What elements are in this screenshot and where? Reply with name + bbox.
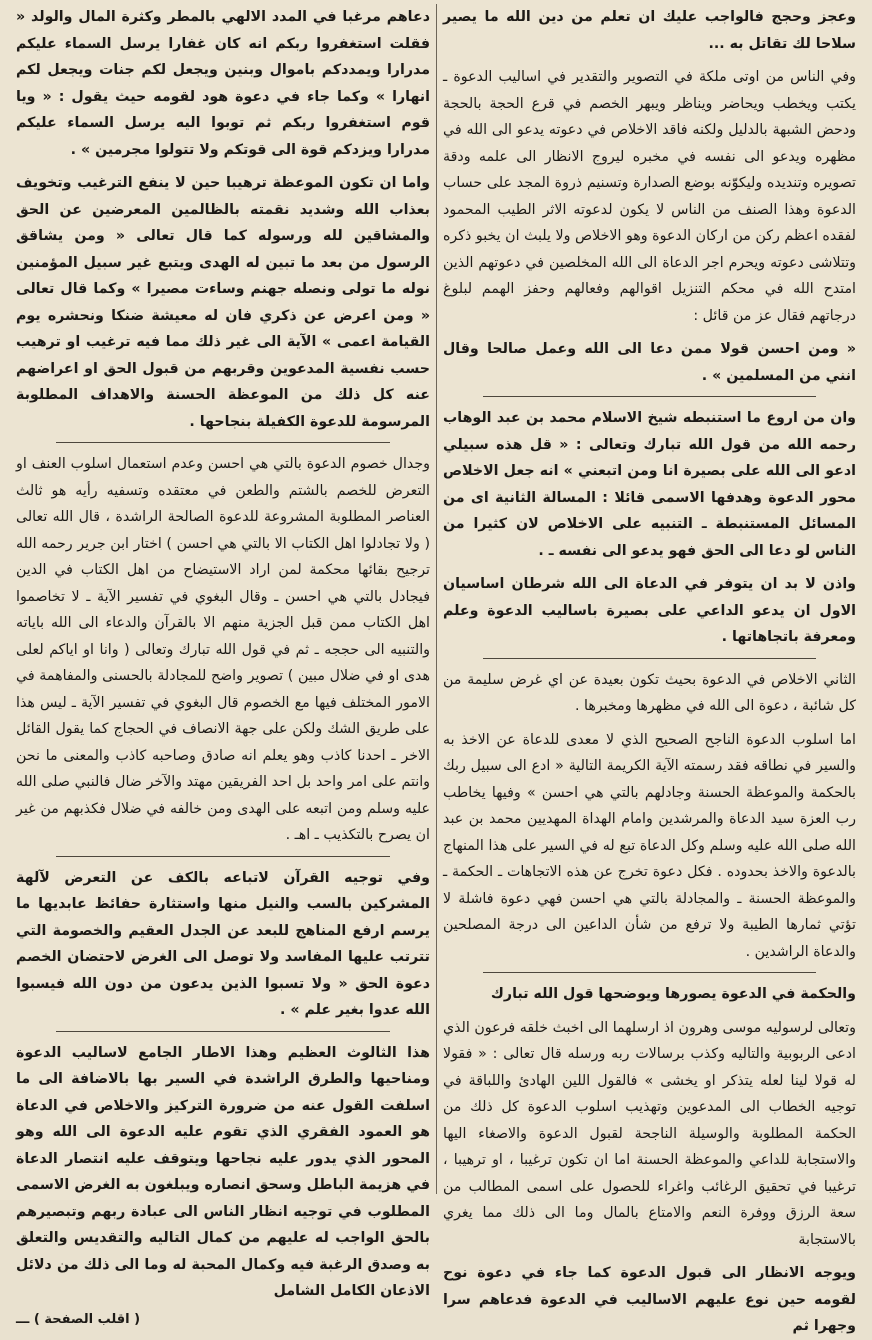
paragraph: واذن لا بد ان يتوفر في الدعاة الى الله شرطان اساسيان الاول ان يدعو الداعي على بصيرة باساليب الدعوة وعلم ومعرفة باتجاهاتها . [443, 576, 856, 645]
paragraph: وفي توجيه القرآن لاتباعه بالكف عن التعرض لآلهة المشركين بالسب والنيل منها واستثارة حفائظ عابديها ما يرسم ارفع المناهج للبعد عن الجدل العقيم والخصومة التي تترتب عليها المفاسد ولا توصل الى الغرض لاحتضان الخصم دعوة الحق « ولا تسبوا الذين يدعون من دون الله فيسبوا الله عدوا بغير علم » . [16, 869, 430, 1018]
paragraph: واما ان تكون الموعظة ترهيبا حين لا ينفع الترغيب وتخويف بعذاب الله وشديد نقمته بالظالمين المعرضين عن الحق والمشاقين لله ورسوله كما قال تعالى « ومن يشاقق الرسول من بعد ما تبين له الهدى ويتبع غير سبيل المؤمنين نوله ما تولى ونصله جهنم وساءت مصيرا » وكما قال تعالى « ومن اعرض عن ذكري فان له معيشة ضنكا ونحشره يوم القيامة اعمى » الآية الى غير ذلك مما فيه ترغيب او ترهيب حسب نفسية المدعوين وقربهم من قبول الحق او اعراضهم عنه كل ذلك من الموعظة الحسنة والاهداف المطلوبة المرسومة للدعوة الكفيلة بنجاحها . [16, 175, 430, 430]
right-column [436, 4, 862, 1334]
paragraph: وتعالى لرسوليه موسى وهرون اذ ارسلهما الى اخبث خلقه فرعون الذي ادعى الربوبية والتاليه وكذب برسالات ربه ورسله قال تعالى : « فقولا له قولا لينا لعله يتذكر او يخشى » فالقول اللين الهادئ واللباقة في توجيه الخطاب الى المدعوين وتهذيب اسلوب الدعوة كل ذلك من الحكمة المطلوبة والوسيلة الناجحة لقبول الدعوة والاصغاء اليها والاستجابة للداعي والموعظة الحسنة اما ان تكون ترغيبا ، او ترهيبا ، ترغيبا في تحقيق الرغائب واغراء للحصول على اسمى المطالب من سعة الرزق ووفرة النعم والامتاع بالمال وما الى ذلك مما يغري بالاستجابة [443, 1019, 856, 1248]
two-column-layout [10, 4, 862, 1334]
paragraph: والحكمة في الدعوة يصورها ويوضحها قول الله تبارك [490, 986, 856, 1002]
paragraph: ويوجه الانظار الى قبول الدعوة كما جاء في دعوة نوح لقومه حين نوع عليهم الاساليب في الدعوة فدعاهم سرا وجهرا ثم [443, 1265, 856, 1334]
paragraph: الثاني الاخلاص في الدعوة بحيث تكون بعيدة عن اي غرض سليمة من كل شائبة ، دعوة الى الله في مظهرها ومخبرها . [443, 671, 856, 714]
section-divider [56, 442, 390, 443]
section-divider [483, 658, 816, 659]
paragraph: وفي الناس من اوتى ملكة في التصوير والتقدير في اساليب الدعوة ـ يكتب ويخطب ويحاضر ويناظر ويبهر الخصم في قرع الحجة بالحجة ودحض الشبهة بالدليل ولكنه فاقد الاخلاص في دعوته يدعو الى الله في مظهره ويدعو الى نفسه في مخبره ليروج الانظار الى علمه ودقة تصويره وتنديده وليكوّنه بوضع الصدارة وتسنيم ذروة المجد على حساب الدعوة وهذا الصنف من الناس لا يكون لدعوته الاثر الطيب المحمود لفقده اعظم ركن من اركان الدعوة وهو الاخلاص ولا يلبث ان يخبو ذكره وتتلاشى دعوته ويحرم اجر الدعاة الى الله المخلصين في دعوتهم الذين امتدح الله في محكم التنزيل اقوالهم وفعالهم وحفز الهمم لبلوغ درجاتهم فقال عز من قائل : [443, 69, 856, 324]
paragraph: اما اسلوب الدعوة الناجح الصحيح الذي لا معدى للدعاة عن الاخذ به والسير في نطاقه فقد رسمته الآية الكريمة التالية « ادع الى سبيل ربك بالحكمة والموعظة الحسنة وجادلهم بالتي هي احسن » وفيها يخاطب رب العزة سيد الدعاة والمرشدين وامام الهداة المهديين محمد بن عبد الله صلى الله عليه وسلم وكل الدعاة تبع له في السير على هذا المنهاج بالدعوة والاخذ بحدوده . فكل دعوة تخرج عن هذه الاتجاهات ـ الحكمة ـ والموعظة الحسنة ـ والمجادلة بالتي هي احسن فهي دعوة فاشلة لا تؤتي ثمارها الطيبة ولا ترفع من شأن الداعين الى درجة المصلحين والدعاة الراشدين . [443, 731, 856, 960]
paragraph: وجدال خصوم الدعوة بالتي هي احسن وعدم استعمال اسلوب العنف او التعرض للخصم بالشتم والطعن في معتقده وتسفيه رأيه هو ثالث العناصر المطلوبة المشروعة للدعوة الصالحة الراشدة ، قال الله تعالى ( ولا تجادلوا اهل الكتاب الا بالتي هي احسن ) اختار ابن جرير رحمه الله ترجيح بقائها محكمة لمن اراد الاستيضاح من اهل الكتاب في الدين فيجادل بالتي هي احسن ـ وقال البغوي في تفسير الآية ـ لا تخاصموا اهل الكتاب ممن قبل الجزية منهم الا بالقرآن والدعاء الى الله باياته والتنبيه الى حججه ـ ثم في قول الله تبارك وتعالى ( وانا او اياكم لعلى هدى او في ضلال مبين ) تصوير واضح للمجادلة بالحسنى والمفاهمة في الامور المختلف فيها مع الخصوم قال البغوي في تفسير الآية ـ ليس هذا على طريق الشك ولكن على جهة الانصاف في الحجاج كما يقول القائل الاخر ـ احدنا كاذب وهو يعلم انه صادق وصاحبه كاذب والمعنى ما نحن وانتم على امر واحد بل احد الفريقين مهتد والآخر ضال فالنبي صلى الله عليه وسلم ومن اتبعه على الهدى ومن خالفه في ضلال فكذبهم من غير ان يصرح بالتكذيب ـ اهـ . [16, 456, 430, 843]
section-divider [56, 856, 390, 857]
paragraph: هذا الثالوث العظيم وهذا الاطار الجامع لاساليب الدعوة ومناحيها والطرق الراشدة في السير بها بالاضافة الى ما اسلفت القول عنه من ضرورة التركيز والاخلاص في الدعاة هو العمود الفقري الذي تقوم عليه الدعوة الى الله وهو المحور الذي يدور عليه نجاحها ويتوقف عليه انتصار الدعاة في هزيمة الباطل وسحق انصاره ويبلغون به الغرض الاسمى المطلوب في توجيه انظار الناس الى عبادة ربهم وتبصيرهم بالحق الواجب له عليهم من كمال التاليه والتقديس والتعلق به وصدق الرغبة فيه وكمال المحبة له وما الى ذلك من دلائل الاذعان الكامل الشامل [16, 1044, 430, 1299]
paragraph: وان من اروع ما استنبطه شيخ الاسلام محمد بن عبد الوهاب رحمه الله من قول الله تبارك وتعالى : « قل هذه سبيلي ادعو الى الله على بصيرة انا ومن اتبعني » انه جعل الاخلاص محور الدعوة وهدفها الاسمى قائلا : المسالة الثانية اى من المسائل المستنبطة ـ التنبيه على الاخلاص لان كثيرا من الناس لو دعا الى الحق فهو يدعو الى نفسه ـ . [443, 410, 856, 559]
paragraph: وعجز وحجج فالواجب عليك ان تعلم من دين الله ما يصير سلاحا لك تقاتل به ... [443, 9, 856, 52]
paragraph: دعاهم مرغبا في المدد الالهي بالمطر وكثرة المال والولد « فقلت استغفروا ربكم انه كان غفارا يرسل السماء عليكم مدرارا ويمددكم باموال وبنين ويجعل لكم جنات ويجعل لكم انهارا » وكما جاء في دعوة هود لقومه حيث يقول : « ويا قوم استغفروا ربكم ثم توبوا اليه يرسل السماء عليكم مدرارا ويزدكم قوة الى قوتكم ولا تتولوا مجرمين » . [16, 9, 430, 158]
turn-page-note: ( اقلب الصفحة ) ـــ [16, 1311, 141, 1327]
paragraph: « ومن احسن قولا ممن دعا الى الله وعمل صالحا وقال انني من المسلمين » . [443, 341, 856, 384]
left-column [10, 4, 436, 1327]
section-divider [483, 396, 816, 397]
section-divider [56, 1031, 390, 1032]
section-divider [483, 972, 816, 973]
left-column-paragraphs [16, 4, 430, 1305]
